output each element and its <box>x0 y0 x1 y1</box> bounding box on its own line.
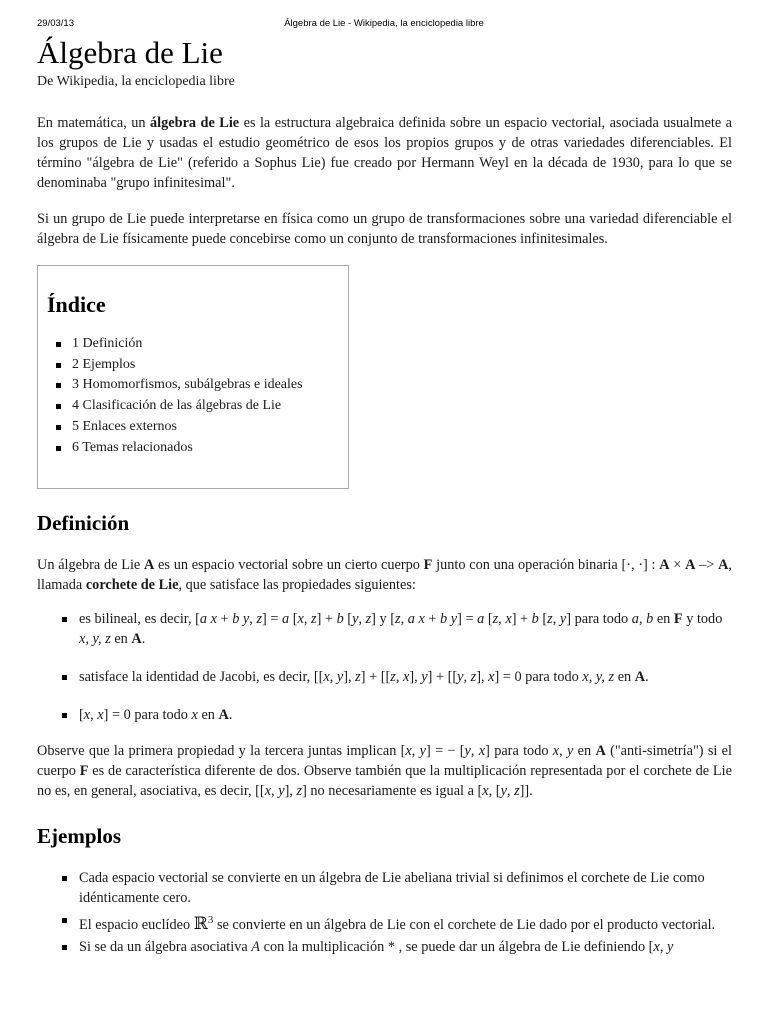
section-heading-definicion: Definición <box>37 511 130 535</box>
toc-item[interactable] <box>72 438 348 459</box>
text-run: es un espacio vectorial sobre un cierto cuerpo <box>154 557 424 573</box>
symbol: A <box>685 557 696 573</box>
site-tagline: De Wikipedia, la enciclopedia libre <box>37 74 235 89</box>
toc-link[interactable]: 2 Ejemplos <box>72 356 136 372</box>
toc-item[interactable] <box>72 334 348 355</box>
definition-properties <box>37 609 732 725</box>
antisymmetry-paragraph: Observe que la primera propiedad y la tercera juntas implican [x, y] = − [y, x] para todo x, y en A ("anti-simetría") si el cuerpo F es de característica diferente de dos. Observe también que la multiplicación representada por el corchete de Lie no es, en general, asociativa, es decir, [[x, y], z] no necesariamente es igual a [x, [y, z]]. <box>37 743 732 799</box>
list-item: satisface la identidad de Jacobi, es decir, [[x, y], z] + [[z, x], y] + [[y, z], x] = 0 para todo x, y, z en A. <box>79 667 732 687</box>
text-run: × <box>669 557 686 573</box>
bold-term: álgebra de Lie <box>150 115 240 131</box>
toc-link[interactable]: 5 Enlaces externos <box>72 418 177 434</box>
table-of-contents <box>37 265 349 489</box>
toc-item[interactable] <box>72 396 348 417</box>
text-run: –> <box>695 557 719 573</box>
toc-link[interactable]: 4 Clasificación de las álgebras de Lie <box>72 398 282 414</box>
toc-link[interactable]: 6 Temas relacionados <box>72 439 193 455</box>
text-run: , llamada <box>37 557 732 593</box>
symbol: F <box>423 557 433 573</box>
definition-paragraph <box>37 555 732 595</box>
toc-item[interactable] <box>72 355 348 376</box>
bold-term: corchete de Lie <box>85 577 179 593</box>
intro-paragraph <box>37 113 732 193</box>
symbol: A <box>144 557 155 573</box>
intro-paragraph-2: Si un grupo de Lie puede interpretarse en física como un grupo de transformaciones sobre una variedad diferenciable el álgebra de Lie físicamente puede concebirse como un conjunto de transformaciones infinitesimales. <box>37 211 732 247</box>
toc-list <box>47 334 348 458</box>
text-run: es la estructura algebraica definida sobre un espacio vectorial, asociada usualmete a los grupos de Lie y usadas el estudio geométrico de esos los propios grupos y de otras variedades diferenciables. El término "álgebra de Lie" (referido a Sophus Lie) fue creado por Hermann Weyl en la década de 1930, para lo que se denominaba "grupo infinitesimal". <box>37 115 733 191</box>
toc-link[interactable]: 1 Definición <box>72 336 143 351</box>
examples-list <box>37 868 732 957</box>
text-run: En matemática, un <box>37 115 151 131</box>
text-run: Un álgebra de Lie <box>37 557 144 573</box>
list-item: es bilineal, es decir, [a x + b y, z] = a [x, z] + b [y, z] y [z, a x + b y] = a [z, x] + b [z, y] para todo a, b en F y todo x, y, z en A. <box>79 609 732 649</box>
list-item: El espacio euclídeo ℝ$^3$ se convierte en un álgebra de Lie con el corchete de Lie dado por el producto vectorial. <box>79 910 732 935</box>
symbol: A <box>659 557 670 573</box>
article-content <box>37 34 732 957</box>
page-title: Álgebra de Lie <box>37 35 223 70</box>
print-date: 29/03/13 <box>37 18 74 29</box>
print-header <box>37 18 731 32</box>
toc-title: Índice <box>47 292 106 317</box>
list-item: Si se da un álgebra asociativa A con la multiplicación * , se puede dar un álgebra de Lie definiendo [x, y <box>79 937 732 957</box>
text-run: , que satisface las propiedades siguientes: <box>178 577 416 593</box>
symbol: A <box>718 557 729 573</box>
list-item: [x, x] = 0 para todo x en A. <box>79 705 732 725</box>
toc-item[interactable] <box>72 417 348 438</box>
text-run: junto con una operación binaria [·, ·] : <box>432 557 660 573</box>
toc-item[interactable] <box>72 375 348 396</box>
print-title: Álgebra de Lie - Wikipedia, la enciclopedia libre <box>284 18 484 29</box>
toc-link[interactable]: 3 Homomorfismos, subálgebras e ideales <box>72 377 303 393</box>
section-heading-ejemplos: Ejemplos <box>37 824 121 848</box>
list-item: Cada espacio vectorial se convierte en un álgebra de Lie abeliana trivial si definimos el corchete de Lie como idénticamente cero. <box>79 868 732 908</box>
